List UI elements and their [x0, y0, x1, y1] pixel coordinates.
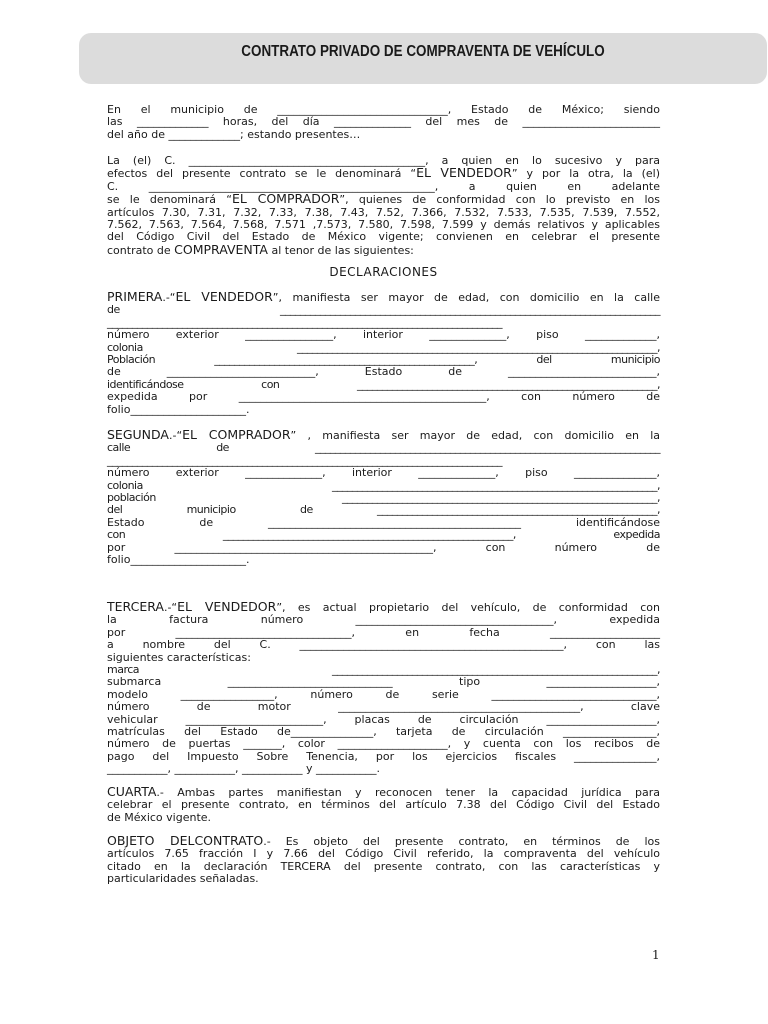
text-line: folio_____________________.: [107, 402, 250, 416]
text-line: En el municipio de _______________________________, Estado de México; siendo: [107, 103, 660, 116]
text-fragment: ”, es actual propietario del vehículo, de conformidad con: [276, 601, 660, 614]
text-line: [107, 835, 660, 848]
text-line: [107, 193, 660, 206]
declaration-cuarta: [107, 786, 660, 824]
contract-object-clause: [107, 835, 660, 886]
text-line: ___________, ___________, ___________ y ___________.: [107, 762, 380, 776]
clause-label: OBJETO DELCONTRATO: [107, 833, 264, 848]
party-seller-term: EL VENDEDOR: [175, 289, 273, 304]
text-line: marca _________________________________________________________________,: [107, 663, 660, 677]
text-line: artículos 7.65 fracción I y 7.66 del Código Civil referido, la compraventa del vehículo: [107, 847, 660, 861]
text-fragment: ”, quienes de conformidad con lo previsto en los: [339, 193, 660, 207]
text-line: _______________________________________________________________________________: [107, 453, 502, 467]
text-line: de México vigente.: [107, 810, 212, 824]
declaration-tercera: [107, 601, 660, 776]
text-line: 7.562, 7.563, 7.564, 7.568, 7.571 ,7.573, 7.580, 7.598, 7.599 y demás relativos y aplicables: [107, 218, 660, 232]
text-line: número de motor ____________________________________________, clave: [107, 700, 660, 714]
clause-label: CUARTA: [107, 784, 157, 799]
text-line: número exterior ________________, interior ______________, piso _____________,: [107, 328, 660, 342]
text-line: pago del Impuesto Sobre Tenencia, por los ejercicios fiscales _______________,: [107, 749, 660, 763]
text-line: Estado de ______________________________________________ identificándose: [107, 515, 660, 529]
text-line: colonia _________________________________________________________________,: [107, 478, 660, 492]
document-title: CONTRATO PRIVADO DE COMPRAVENTA DE VEHÍCULO: [241, 43, 605, 60]
text-line: siguientes características:: [107, 650, 251, 664]
declaration-segunda: [107, 429, 660, 566]
text-line: submarca ______________________________ tipo ____________________,: [107, 675, 660, 689]
text-line: [107, 601, 660, 614]
text-line: población _______________________________________________________________,: [107, 491, 660, 505]
text-line: [107, 241, 660, 257]
intro-paragraph: [107, 104, 660, 141]
text-line: artículos 7.30, 7.31, 7.32, 7.33, 7.38, 7.43, 7.52, 7.366, 7.532, 7.533, 7.535, 7.539, 7.552,: [107, 205, 660, 219]
text-line: por _______________________________________________, con número de: [107, 540, 660, 554]
text-fragment: al tenor de las siguientes:: [267, 243, 414, 257]
text-line: modelo _________________, número de serie ______________________________,: [107, 687, 660, 701]
text-line: número de puertas _______, color ____________________, y cuenta con los recibos de: [107, 737, 660, 751]
party-buyer-term: EL COMPRADOR: [182, 427, 291, 442]
text-line: expedida por _____________________________________________, con número de: [107, 390, 660, 404]
text-line: citado en la declaración TERCERA del presente contrato, con las características y: [107, 859, 660, 873]
clause-label: SEGUNDA: [107, 427, 169, 442]
declaraciones-heading: DECLARACIONES: [329, 265, 438, 279]
text-line: del Código Civil del Estado de México vigente; convienen en celebrar el presente: [107, 230, 660, 244]
party-buyer-term: EL COMPRADOR: [232, 191, 340, 207]
text-line: las _____________ horas, del día ______________ del mes de _________________________: [107, 115, 660, 129]
clause-label: TERCERA: [107, 599, 164, 614]
text-line: La (el) C. ___________________________________________, a quien en lo sucesivo y para: [107, 154, 660, 167]
text-line: [107, 167, 660, 180]
text-line: _______________________________________________________________________________: [107, 315, 502, 329]
text-fragment: .- Es objeto del presente contrato, en términos de los: [263, 835, 660, 848]
text-line: Población ____________________________________________________, del municipio: [107, 353, 660, 367]
text-line: del municipio de ________________________________________________________,: [107, 503, 660, 517]
text-line: calle de _____________________________________________________________________: [107, 441, 660, 455]
text-line: a nombre del C. ________________________________________________, con las: [107, 638, 660, 652]
text-line: la factura número ____________________________________, expedida: [107, 613, 660, 627]
text-fragment: se le denominará “: [107, 193, 233, 207]
text-fragment: efectos del presente contrato se le denominará “: [107, 167, 417, 181]
text-line: de ___________________________, Estado de ___________________________,: [107, 365, 660, 379]
text-line: celebrar el presente contrato, en términos del artículo 7.38 del Código Civil del Estado: [107, 798, 660, 812]
party-seller-term: EL VENDEDOR: [177, 599, 277, 614]
text-fragment: .-“: [168, 429, 183, 442]
text-fragment: ”, manifiesta ser mayor de edad, con domicilio en la calle: [272, 291, 660, 304]
text-fragment: ” , manifiesta ser mayor de edad, con domicilio en la: [290, 429, 660, 442]
text-line: particularidades señaladas.: [107, 872, 259, 886]
text-fragment: .-“: [162, 291, 176, 304]
page-number: 1: [652, 948, 660, 962]
text-line: identificándose con ____________________________________________________________,: [107, 377, 660, 391]
text-line: [107, 291, 660, 304]
text-line: con __________________________________________________________, expedida: [107, 528, 660, 542]
text-fragment: .-“: [163, 601, 178, 614]
text-line: vehicular _________________________, placas de circulación ____________________,: [107, 712, 660, 726]
text-line: número exterior ______________, interior ______________, piso _______________,: [107, 466, 660, 480]
text-fragment: ” y por la otra, la (el): [511, 167, 661, 181]
text-fragment: .- Ambas partes manifiestan y reconocen tener la capacidad jurídica para: [156, 786, 660, 799]
text-line: por ________________________________, en fecha ____________________: [107, 625, 660, 639]
text-line: [107, 786, 660, 799]
party-seller-term: EL VENDEDOR: [416, 165, 512, 181]
text-line: [107, 429, 660, 442]
clause-label: PRIMERA: [107, 289, 163, 304]
text-line: del año de _____________; estando presentes…: [107, 127, 361, 141]
text-line: colonia ________________________________________________________________________,: [107, 340, 660, 354]
parties-paragraph: [107, 155, 660, 257]
text-fragment: contrato de: [107, 243, 175, 257]
text-line: matrículas del Estado de_______________, tarjeta de circulación _________________,: [107, 725, 660, 739]
text-line: de ____________________________________________________________________________: [107, 303, 660, 317]
contract-type-term: COMPRAVENTA: [174, 241, 268, 257]
text-line: C. ____________________________________________________, a quien en adelante: [107, 179, 660, 193]
declaration-primera: [107, 291, 660, 416]
text-line: folio_____________________.: [107, 553, 250, 567]
